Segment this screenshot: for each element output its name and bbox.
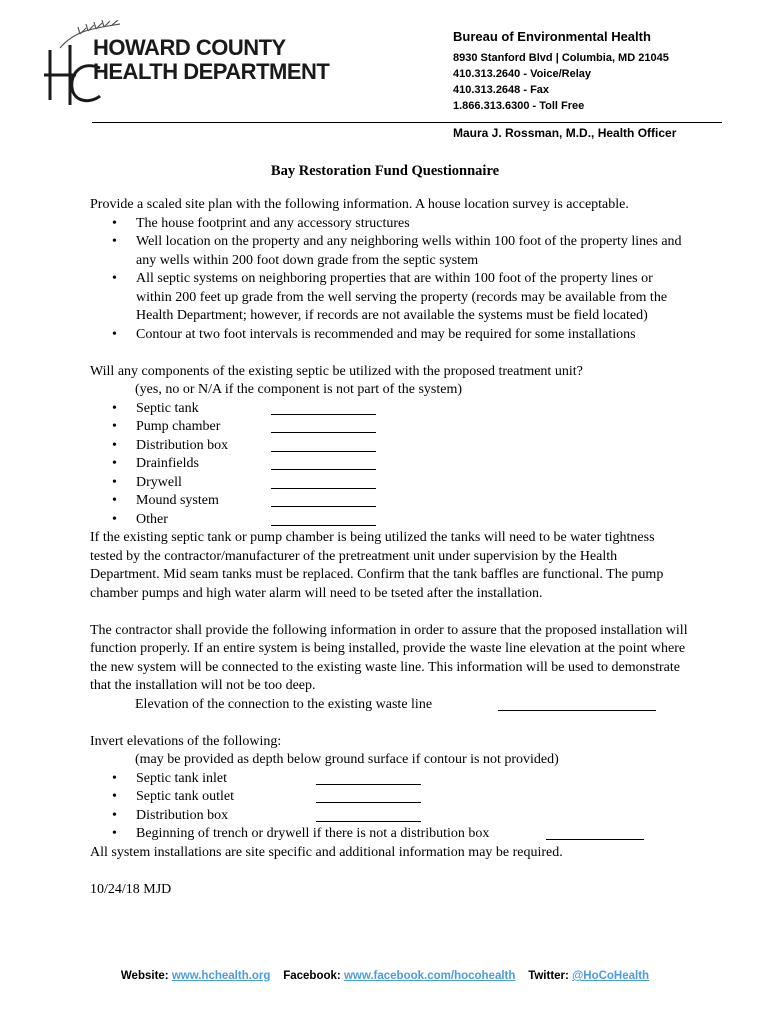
website-link[interactable]: www.hchealth.org [171, 970, 271, 982]
list-item: • Beginning of trench or drywell if there is not a distribution box [90, 825, 690, 844]
closing-statement: All system installations are site specific and additional information may be required. [90, 844, 563, 860]
page-title: Bay Restoration Fund Questionnaire [270, 163, 500, 179]
footer [0, 970, 770, 982]
list-item: • Mound system [90, 492, 690, 511]
elevation-field[interactable] [498, 696, 656, 711]
list-item: • Contour at two foot intervals is recommended and may be required for some installations [112, 326, 636, 342]
answer-field[interactable] [546, 825, 644, 840]
answer-field[interactable] [271, 418, 376, 433]
answer-field[interactable] [316, 807, 421, 822]
facebook-link[interactable]: www.facebook.com/hocohealth [343, 970, 516, 982]
logo-wordmark [93, 36, 329, 84]
list-item: • Distribution box [90, 807, 690, 826]
health-officer: Maura J. Rossman, M.D., Health Officer [453, 126, 677, 140]
tank-testing-paragraph: If the existing septic tank or pump chamber is being utilized the tanks will need to be water tightness tested by the contractor/manufacturer of the pretreatment unit under supervision by the Health Department. Mid seam tanks must be replaced. Confirm that the tank baffles are functional. The pump chamber pumps and high water alarm will need to be tseted after the installation. [90, 530, 664, 601]
list-item: • The house footprint and any accessory structures [112, 215, 410, 231]
address: 8930 Stanford Blvd | Columbia, MD 21045 [453, 52, 669, 64]
list-item: • Drywell [90, 474, 690, 493]
elevation-row [90, 696, 690, 715]
components-note: (yes, no or N/A if the component is not part of the system) [135, 382, 462, 397]
list-item: • Other [90, 511, 690, 530]
site-plan-intro: Provide a scaled site plan with the following information. A house location survey is acceptable. [90, 197, 629, 212]
questionnaire-body [90, 196, 690, 899]
list-item: • Drainfields [90, 455, 690, 474]
contractor-paragraph: The contractor shall provide the following information in order to assure that the proposed installation will function properly. If an entire system is being installed, provide the waste line elevation at the point where the new system will be connected to the existing waste line. This information will be used to demonstrate that the installation will not be too deep. [90, 622, 688, 693]
answer-field[interactable] [271, 511, 376, 526]
answer-field[interactable] [271, 400, 376, 415]
elevation-label: Elevation of the connection to the existing waste line [135, 696, 433, 712]
header-divider [92, 122, 722, 123]
answer-field[interactable] [271, 492, 376, 507]
components-list [90, 400, 690, 530]
tollfree-number: 1.866.313.6300 - Toll Free [453, 100, 585, 112]
twitter-label: Twitter: [528, 970, 569, 982]
answer-field[interactable] [316, 770, 421, 785]
list-item: • Well location on the property and any neighboring wells within 100 foot of the property lines and any wells within 200 foot down grade from the septic system [112, 234, 682, 268]
list-item: • Septic tank [90, 400, 690, 419]
answer-field[interactable] [271, 474, 376, 489]
fax-number: 410.313.2648 - Fax [453, 84, 550, 96]
invert-list [90, 770, 690, 844]
answer-field[interactable] [316, 788, 421, 803]
answer-field[interactable] [271, 455, 376, 470]
site-plan-list [90, 215, 690, 345]
list-item: • All septic systems on neighboring properties that are within 100 foot of the property lines or within 200 feet up grade from the well serving the property (records may be available from the Health Department; however, if records are not available the systems must be field located) [112, 271, 668, 323]
org-name-line2: HEALTH DEPARTMENT [93, 59, 330, 84]
list-item: • Septic tank outlet [90, 788, 690, 807]
twitter-link[interactable]: @HoCoHealth [572, 970, 650, 982]
website-label: Website: [120, 970, 169, 982]
contact-block [453, 28, 669, 114]
invert-heading: Invert elevations of the following: [90, 733, 282, 749]
list-item: • Distribution box [90, 437, 690, 456]
answer-field[interactable] [271, 437, 376, 452]
facebook-label: Facebook: [283, 970, 341, 982]
org-name-line1: HOWARD COUNTY [93, 35, 286, 60]
bureau-name: Bureau of Environmental Health [453, 29, 651, 44]
list-item: • Pump chamber [90, 418, 690, 437]
invert-note: (may be provided as depth below ground surface if contour is not provided) [135, 752, 559, 767]
list-item: • Septic tank inlet [90, 770, 690, 789]
components-question: Will any components of the existing septic be utilized with the proposed treatment unit? [90, 363, 583, 379]
signoff: 10/24/18 MJD [90, 881, 172, 897]
voice-phone: 410.313.2640 - Voice/Relay [453, 68, 592, 80]
